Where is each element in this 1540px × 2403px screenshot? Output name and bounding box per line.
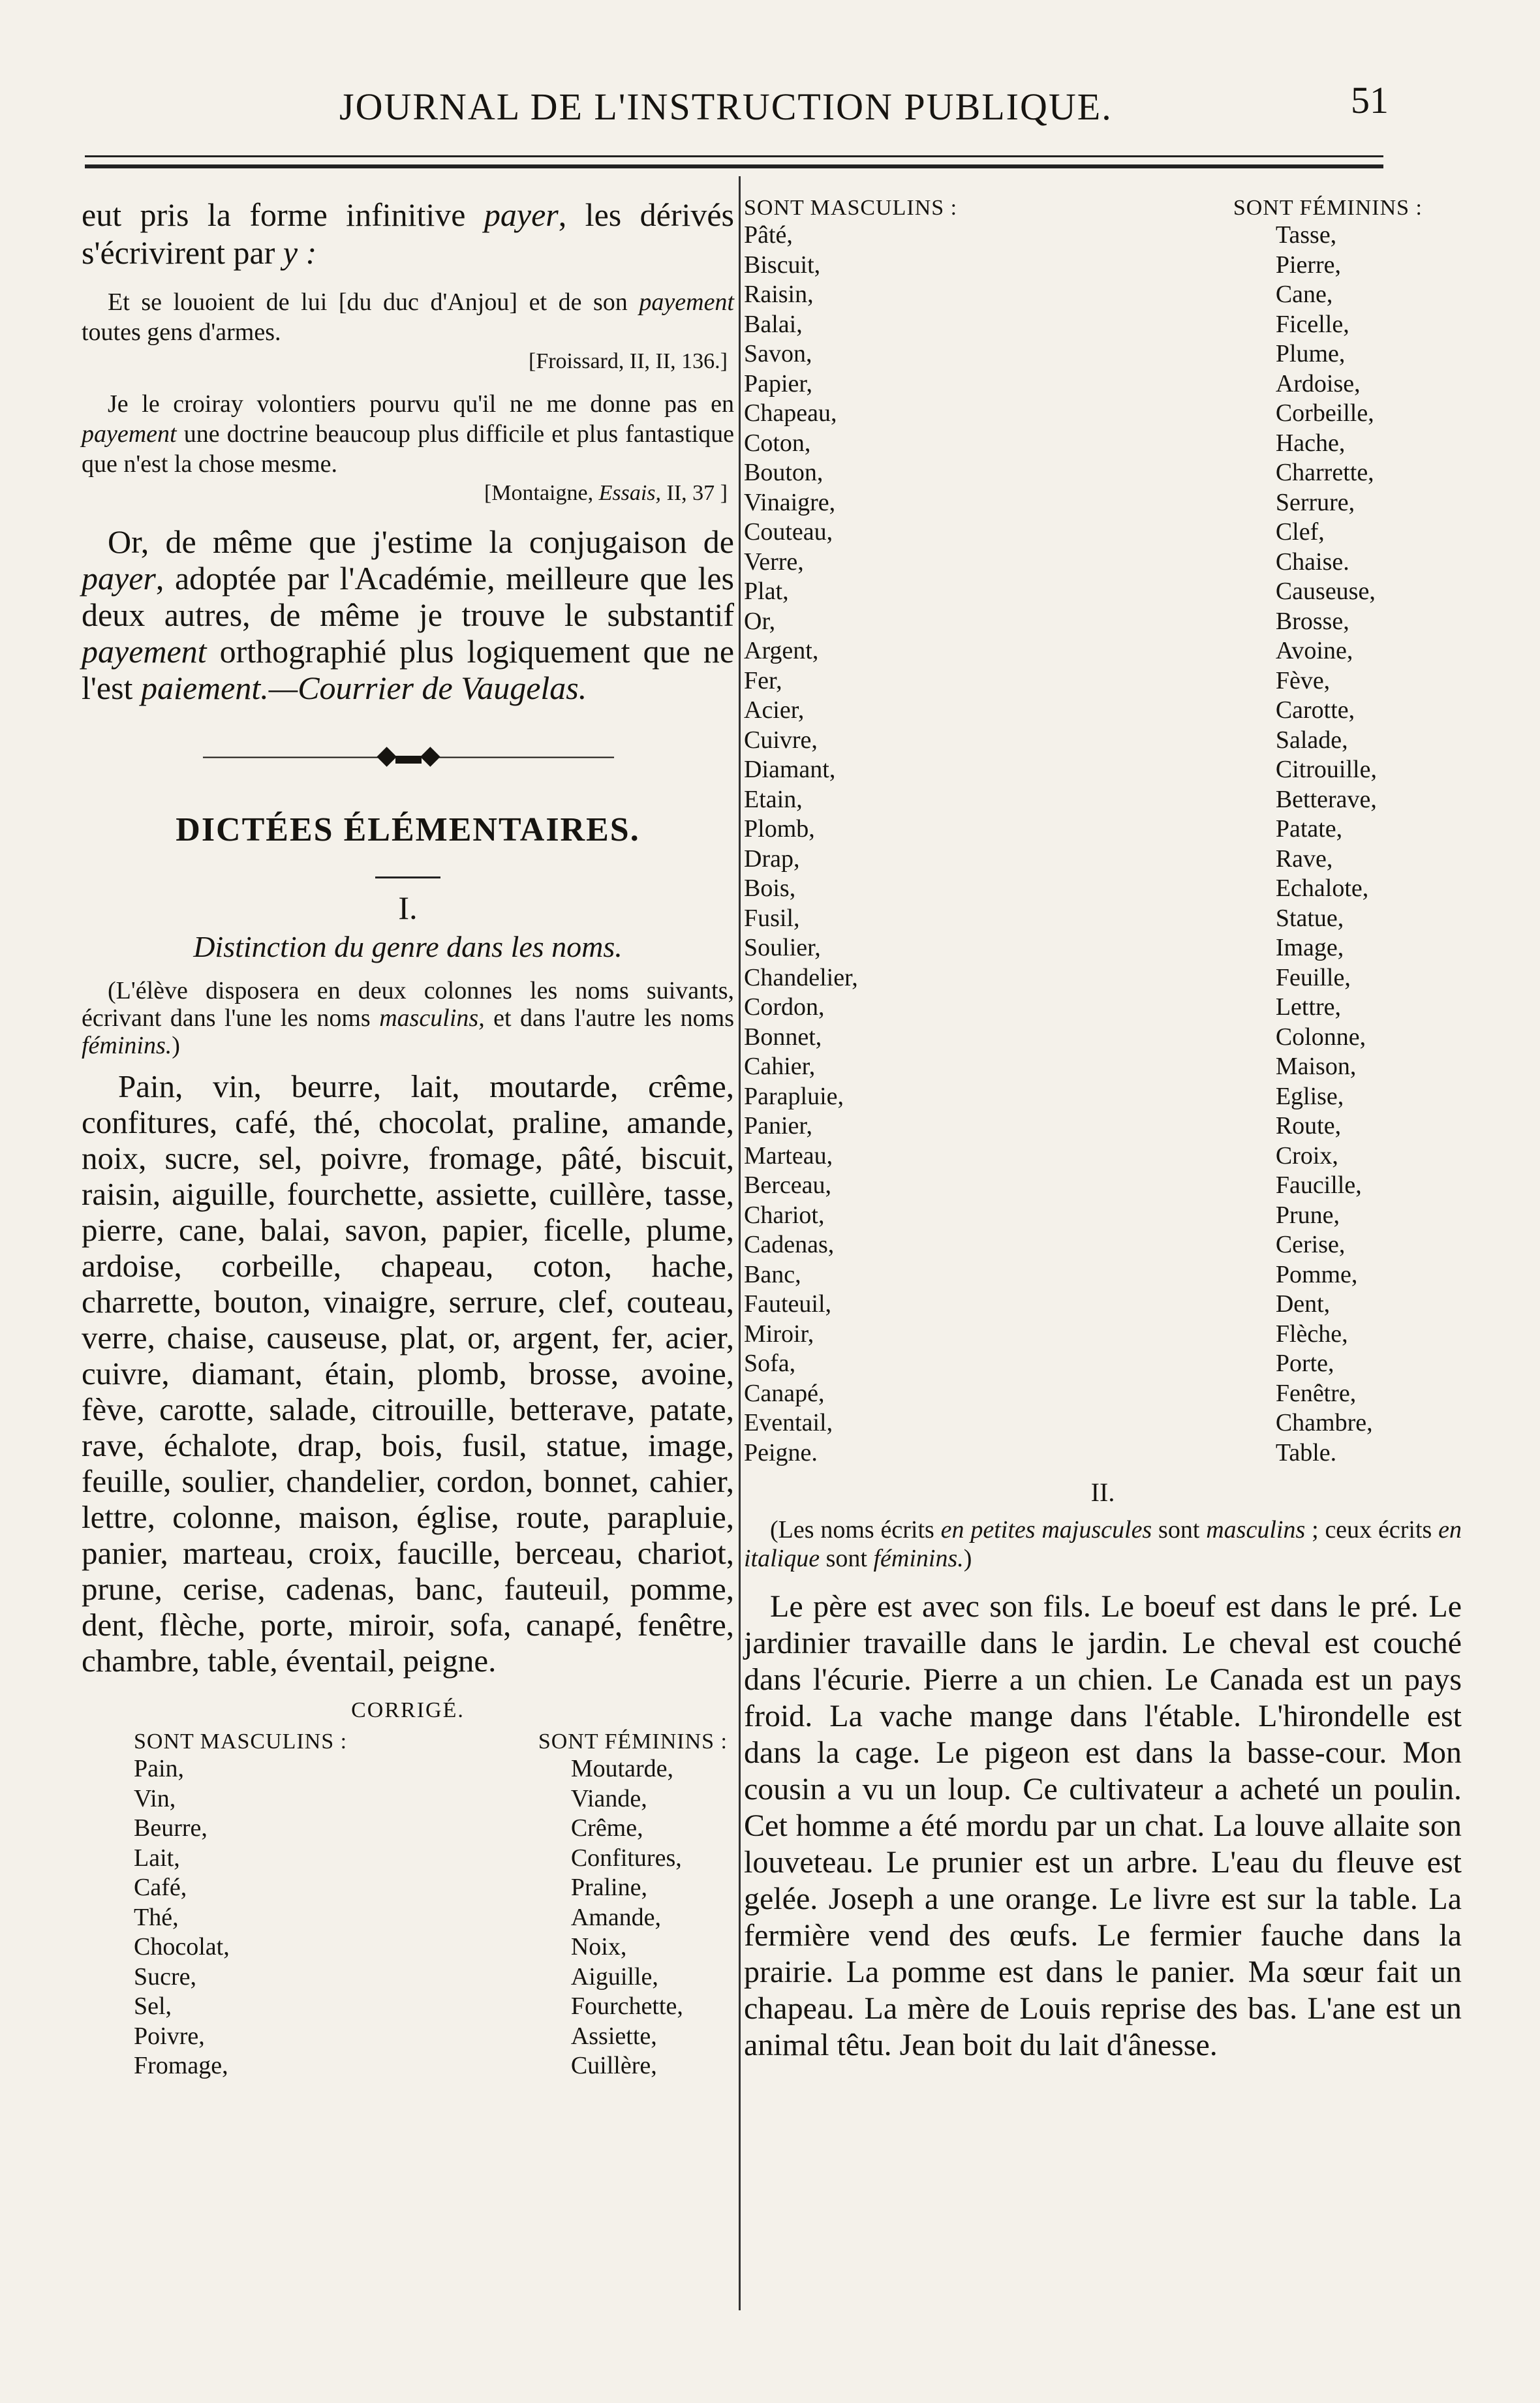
italic-text: féminins. [873,1545,964,1572]
text: II, 37 ] [666,481,728,505]
text: toutes gens d'armes. [82,318,281,346]
list-item: Cahier, [744,1053,816,1080]
short-rule [375,876,440,878]
list-item: Noix, [570,1933,627,1961]
list-item: Thé, [134,1903,179,1931]
list-item: Carotte, [1275,696,1355,724]
list-item: Balai, [744,310,803,338]
list-item: Diamant, [744,756,836,783]
italic-text: féminins. [82,1032,172,1059]
running-title: JOURNAL DE L'INSTRUCTION PUBLIQUE. [339,85,1113,128]
list-item: Maison, [1275,1053,1357,1080]
list-item: Cordon, [744,993,825,1021]
list-item: Clef, [1275,518,1325,546]
list-item: Chariot, [744,1201,825,1229]
corrige-columns [82,1729,734,2081]
list-item: Canapé, [744,1379,825,1407]
italic-text: payement [639,288,734,316]
list-item: Chandelier, [744,963,858,991]
list-item: Drap, [744,845,800,873]
list-item: Cerise, [1275,1231,1346,1258]
list-item: Feuille, [1275,963,1351,991]
list-item: Fromage, [134,2052,228,2079]
exercise-subtitle: Distinction du genre dans les noms. [193,930,623,963]
list-item: Raisin, [744,281,814,308]
italic-text: en petites majuscules [940,1516,1152,1543]
list-item: Biscuit, [744,251,821,279]
list-item: Savon, [744,340,812,367]
list-item: Crême, [570,1814,643,1842]
list-item: Panier, [744,1112,813,1139]
list-item: Plat, [744,578,789,605]
list-item: Echalote, [1275,875,1369,902]
feminine-heading: SONT FÉMININS : [1233,196,1423,220]
list-item: Parapluie, [744,1082,844,1110]
list-item: Marteau, [744,1141,833,1170]
list-item: Cane, [1275,281,1333,308]
list-item: Moutarde, [570,1755,674,1782]
list-item: Prune, [1275,1201,1340,1229]
list-item: Dent, [1275,1290,1331,1318]
list-item: Lait, [134,1844,180,1872]
text: orthographié plus logiquement que ne l'est [82,633,735,706]
list-item: Verre, [744,548,804,576]
masculine-heading: SONT MASCULINS : [744,196,958,220]
feminine-heading: SONT FÉMININS : [538,1729,728,1754]
list-item: Praline, [570,1874,647,1901]
citation-montaigne [82,479,728,508]
list-item: Eglise, [1275,1082,1344,1110]
list-item: Café, [134,1874,187,1901]
quote-montaigne [82,389,734,479]
list-item: Bonnet, [744,1023,822,1051]
column-divider [739,176,741,2310]
exercise-number: II. [1090,1478,1115,1507]
list-item: Vinaigre, [744,488,836,516]
feminine-list [1233,221,1423,1468]
list-item: Argent, [744,637,819,664]
list-item: Fer, [744,666,782,694]
list-item: Peigne. [744,1438,818,1466]
list-item: Sofa, [744,1350,796,1377]
list-item: Miroir, [744,1320,814,1348]
list-columns [744,196,1462,1468]
list-item: Soulier, [744,934,821,961]
list-item: Berceau, [744,1171,831,1199]
list-item: Hache, [1275,429,1346,457]
list-item: Aiguille, [570,1962,658,1991]
list-item: Cuillère, [570,2052,657,2079]
list-item: Amande, [570,1903,662,1931]
section-title: DICTÉES ÉLÉMENTAIRES. [176,811,640,848]
list-item: Fusil, [744,904,800,932]
italic-text: y : [283,234,317,271]
list-item: Corbeille, [1275,399,1374,427]
right-column [744,196,1462,2064]
text: une doctrine beaucoup plus difficile et plus fantastique que n'est la chose mesme. [82,420,734,478]
masculine-column [744,196,957,1468]
text: , les dérivés s'écrivirent par [82,196,735,271]
list-item: Bouton, [744,459,824,486]
text: sont [825,1545,867,1572]
list-item: Flèche, [1275,1320,1348,1348]
list-item: Chapeau, [744,399,837,427]
list-item: Pomme, [1275,1260,1358,1288]
text: [Montaigne, [484,481,594,505]
list-item: Causeuse, [1275,578,1376,605]
page-number: 51 [1351,79,1389,121]
list-item: Table. [1275,1438,1337,1466]
left-column [82,196,734,2081]
text: , adoptée par l'Académie, meilleure que les deux autres, de même je trouve le substantif [82,560,734,633]
list-item: Sel, [134,1992,172,2020]
list-item: Plume, [1275,340,1346,367]
list-item: Charrette, [1275,459,1374,486]
italic-text: payer [82,560,156,597]
italic-text: payement [82,420,177,448]
list-item: Citrouille, [1275,756,1377,783]
page-header [0,72,1540,131]
masculine-heading: SONT MASCULINS : [134,1729,348,1754]
list-item: Avoine, [1275,637,1353,664]
italic-text: payement [82,633,207,670]
text: Or, de même que j'estime la conjugaison de [108,523,734,560]
header-rule [85,155,1383,157]
list-item: Plomb, [744,815,815,843]
list-item: Poivre, [134,2022,205,2050]
list-item: Route, [1275,1112,1342,1139]
list-item: Betterave, [1275,785,1377,813]
list-item: Confitures, [570,1844,682,1872]
list-item: Etain, [744,785,803,813]
list-item: Brosse, [1275,607,1349,635]
corrige-title: CORRIGÉ. [351,1698,465,1722]
list-item: Fauteuil, [744,1290,832,1318]
exercise-instructions [744,1515,1462,1573]
list-item: Image, [1275,934,1344,961]
list-item: Faucille, [1275,1171,1362,1199]
dictation-text-2: Le père est avec son fils. Le boeuf est dans le pré. Le jardinier travaille dans le jardin. Le cheval est couché dans l'écurie. Pierre a un chien. Le Canada est un pays froid. La vache mange dans l'étable. L'hirondelle est dans la cage. Le pigeon est dans la basse-cour. Mon cousin a vu un loup. Ce cultivateur a acheté un poulin. Cet homme a été mordu par un chat. La louve allaite son louveteau. Le prunier est un arbre. L'eau du fleuve est gelée. Joseph a une orange. Le livre est sur la table. La fermière vend des œufs. Le fermier fauche dans la prairie. La pomme est dans le panier. Ma sœur fait un chapeau. La mère de Louis reprise des bas. L'ane est un animal têtu. Jean boit du lait d'ânesse. [744,1589,1462,2062]
masculine-column [134,1729,347,2081]
list-item: Cuivre, [744,726,818,754]
list-item: Chaise. [1275,548,1349,576]
list-item: Bois, [744,875,796,902]
text: (Les noms écrits [770,1516,934,1543]
list-item: Croix, [1275,1141,1338,1170]
list-item: Assiette, [570,2022,657,2050]
list-item: Tasse, [1275,221,1337,249]
text: eut pris la forme infinitive [82,196,466,233]
paragraph-payer [82,196,734,273]
feminine-list [538,1754,728,2081]
text: ) [172,1032,180,1059]
list-item: Papier, [744,369,813,397]
list-item: Ficelle, [1275,310,1349,338]
list-item: Vin, [134,1784,176,1812]
italic-text: payer [484,196,559,233]
list-item: Salade, [1275,726,1348,754]
list-item: Acier, [744,696,805,724]
list-item: Eventail, [744,1409,833,1436]
list-item: Fourchette, [570,1992,683,2020]
ornament-divider: ———————◆▬◆——————— [203,740,613,769]
text: ; ceux écrits [1312,1516,1432,1543]
list-item: Ardoise, [1275,369,1361,397]
italic-text: en italique [744,1516,1462,1572]
text: sont [1158,1516,1200,1543]
masculine-list [134,1754,347,2081]
header-rule-thick [85,164,1383,168]
list-item: Pierre, [1275,251,1342,279]
text: Et se louoient de lui [du duc d'Anjou] et de son [108,288,628,316]
list-item: Colonne, [1275,1023,1366,1051]
list-item: Chocolat, [134,1933,230,1961]
italic-text: paiement.—Courrier de Vaugelas. [140,670,587,706]
list-item: Fenêtre, [1275,1379,1357,1407]
list-item: Chambre, [1275,1409,1373,1436]
dictation-text: Pain, vin, beurre, lait, moutarde, crême, confitures, café, thé, chocolat, praline, amande, noix, sucre, sel, poivre, fromage, pâté, biscuit, raisin, aiguille, fourchette, assiette, cuillère, tasse, pierre, cane, balai, savon, papier, ficelle, plume, ardoise, corbeille, chapeau, coton, hache, charrette, bouton, vinaigre, serrure, clef, couteau, verre, chaise, causeuse, plat, or, argent, fer, acier, cuivre, diamant, étain, plomb, brosse, avoine, fève, carotte, salade, citrouille, betterave, patate, rave, échalote, drap, bois, fusil, statue, image, feuille, soulier, chandelier, cordon, bonnet, cahier, lettre, colonne, maison, église, route, parapluie, panier, marteau, croix, faucille, berceau, chariot, prune, cerise, cadenas, banc, fauteuil, pomme, dent, flèche, porte, miroir, sofa, canapé, fenêtre, chambre, table, éventail, peigne. [82,1068,734,1679]
list-item: Rave, [1275,845,1333,873]
list-item: Lettre, [1275,993,1342,1021]
list-item: Beurre, [134,1814,208,1842]
italic-text: Essais, [598,481,662,505]
exercise-number: I. [398,890,418,926]
masculine-list [744,221,957,1468]
italic-text: masculins [1206,1516,1306,1543]
list-item: Cadenas, [744,1231,835,1258]
list-item: Banc, [744,1260,801,1288]
list-item: Patate, [1275,815,1343,843]
paragraph-conclusion [82,523,734,706]
text: (L'élève disposera en deux colonnes les noms suivants, écrivant dans l'une les noms [82,977,734,1032]
citation-froissard: [Froissard, II, II, 136.] [529,349,728,373]
text: et dans l'autre les noms [493,1004,735,1032]
list-item: Serrure, [1275,488,1355,516]
list-item: Pâté, [744,221,793,249]
list-item: Coton, [744,429,811,457]
list-item: Viande, [570,1784,647,1812]
exercise-instructions [82,977,734,1059]
list-item: Fève, [1275,666,1331,694]
list-item: Or, [744,607,776,635]
text: ) [963,1545,972,1572]
feminine-column [538,1729,728,2081]
quote-froissard [82,287,734,347]
list-item: Statue, [1275,904,1344,932]
list-item: Couteau, [744,518,833,546]
list-item: Porte, [1275,1350,1334,1377]
list-item: Sucre, [134,1962,197,1991]
text: Je le croiray volontiers pourvu qu'il ne me donne pas en [108,390,734,418]
list-item: Pain, [134,1755,185,1782]
italic-text: masculins, [379,1004,485,1032]
feminine-column [1233,196,1423,1468]
